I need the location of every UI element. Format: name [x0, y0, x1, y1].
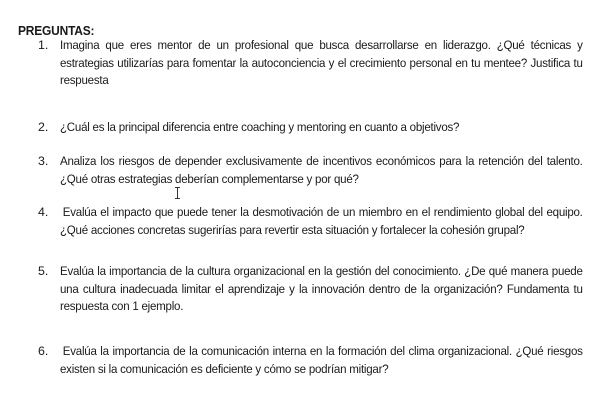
question-text[interactable]: ¿Cuál es la principal diferencia entre coaching y mentoring en cuanto a objetivos?: [60, 120, 460, 134]
question-number: 5.: [38, 264, 49, 278]
text-cursor-icon: [174, 186, 181, 198]
question-number: 4.: [38, 205, 49, 219]
question-text[interactable]: Evalúa la importancia de la comunicación interna en la formación del clima organizacional. ¿Qué riesgos existen si la comunicación es deficiente y cómo se podrían mitigar?: [60, 344, 583, 376]
question-text[interactable]: Imagina que eres mentor de un profesional que busca desarrollarse en liderazgo. ¿Qué técnicas y estrategias utilizarías para fomentar la autoconciencia y el crecimiento personal en tu mentee? Justifica tu respuesta: [60, 38, 583, 88]
question-number: 2.: [38, 120, 49, 134]
question-number: 3.: [38, 154, 49, 168]
section-title: PREGUNTAS:: [18, 23, 95, 38]
question-text[interactable]: Evalúa la importancia de la cultura organizacional en la gestión del conocimiento. ¿De qué manera puede una cultura inadecuada limitar el aprendizaje y la innovación dentro de la organización? Fundamenta tu respuesta con 1 ejemplo.: [60, 264, 583, 314]
question-number: 1.: [38, 38, 49, 52]
question-text[interactable]: Evalúa el impacto que puede tener la desmotivación de un miembro en el rendimiento global del equipo. ¿Qué acciones concretas sugerirías para revertir esta situación y fortalecer la cohesión grupal?: [60, 205, 583, 237]
question-text[interactable]: Analiza los riesgos de depender exclusivamente de incentivos económicos para la retención del talento. ¿Qué otras estrategias deberían complementarse y por qué?: [60, 154, 583, 186]
question-number: 6.: [38, 344, 49, 358]
